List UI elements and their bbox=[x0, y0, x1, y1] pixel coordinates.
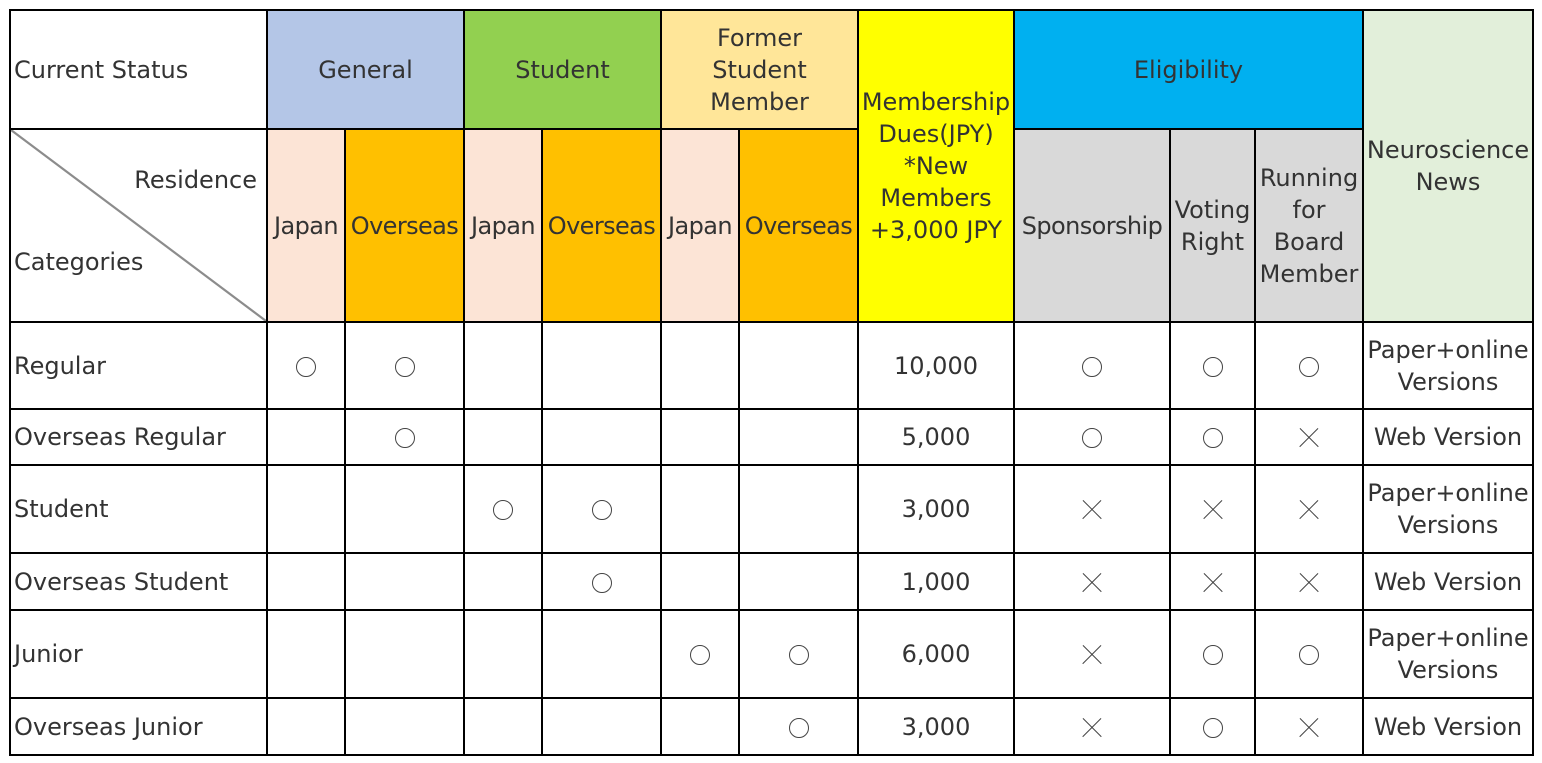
dues-cell: 10,000 bbox=[858, 322, 1014, 409]
cross-icon bbox=[1298, 499, 1320, 521]
residence-cell bbox=[267, 322, 345, 409]
cross-icon bbox=[1202, 499, 1224, 521]
sponsorship-cell bbox=[1014, 465, 1170, 553]
general-japan-header: Japan bbox=[267, 129, 345, 322]
residence-cell bbox=[542, 409, 661, 465]
residence-cell bbox=[661, 698, 739, 755]
circle-icon bbox=[1203, 718, 1223, 738]
residence-cell bbox=[661, 322, 739, 409]
header-row-residence bbox=[10, 129, 1533, 322]
cross-icon bbox=[1081, 644, 1103, 666]
former-student-header: Former Student Member bbox=[661, 10, 858, 129]
circle-icon bbox=[690, 645, 710, 665]
table-row bbox=[10, 322, 1533, 409]
former-japan-header: Japan bbox=[661, 129, 739, 322]
table-row bbox=[10, 465, 1533, 553]
voting-right-cell bbox=[1170, 610, 1255, 698]
running-for-board-cell bbox=[1255, 698, 1363, 755]
running-for-board-cell bbox=[1255, 610, 1363, 698]
category-cell: Overseas Student bbox=[10, 553, 267, 610]
circle-icon bbox=[395, 357, 415, 377]
residence-cell bbox=[267, 409, 345, 465]
residence-categories-header bbox=[10, 129, 267, 322]
sponsorship-cell bbox=[1014, 322, 1170, 409]
student-header: Student bbox=[464, 10, 661, 129]
voting-right-cell bbox=[1170, 465, 1255, 553]
table-row bbox=[10, 610, 1533, 698]
dues-cell: 5,000 bbox=[858, 409, 1014, 465]
residence-cell bbox=[464, 610, 542, 698]
category-cell: Regular bbox=[10, 322, 267, 409]
news-cell: Web Version bbox=[1363, 553, 1533, 610]
voting-right-cell bbox=[1170, 409, 1255, 465]
residence-cell bbox=[267, 698, 345, 755]
residence-cell bbox=[267, 553, 345, 610]
diagonal-divider bbox=[11, 130, 266, 321]
residence-cell bbox=[661, 610, 739, 698]
circle-icon bbox=[1203, 357, 1223, 377]
circle-icon bbox=[1082, 357, 1102, 377]
residence-cell bbox=[464, 553, 542, 610]
residence-cell bbox=[661, 409, 739, 465]
circle-icon bbox=[789, 718, 809, 738]
sponsorship-cell bbox=[1014, 409, 1170, 465]
eligibility-header: Eligibility bbox=[1014, 10, 1363, 129]
residence-cell bbox=[542, 553, 661, 610]
dues-cell: 1,000 bbox=[858, 553, 1014, 610]
cross-icon bbox=[1298, 717, 1320, 739]
running-for-board-header: Running for Board Member bbox=[1255, 129, 1363, 322]
categories-label: Categories bbox=[14, 248, 144, 276]
residence-cell bbox=[345, 553, 464, 610]
residence-cell bbox=[345, 698, 464, 755]
residence-label: Residence bbox=[134, 166, 257, 194]
news-cell: Paper+online Versions bbox=[1363, 610, 1533, 698]
dues-cell: 3,000 bbox=[858, 698, 1014, 755]
news-cell: Paper+online Versions bbox=[1363, 322, 1533, 409]
circle-icon bbox=[1203, 428, 1223, 448]
membership-dues-header: Membership Dues(JPY) *New Members +3,000 JPY bbox=[858, 10, 1014, 322]
residence-cell bbox=[345, 322, 464, 409]
circle-icon bbox=[592, 500, 612, 520]
cross-icon bbox=[1298, 572, 1320, 594]
voting-right-header: Voting Right bbox=[1170, 129, 1255, 322]
residence-cell bbox=[542, 322, 661, 409]
residence-cell bbox=[267, 610, 345, 698]
dues-cell: 6,000 bbox=[858, 610, 1014, 698]
residence-cell bbox=[542, 610, 661, 698]
general-overseas-header: Overseas bbox=[345, 129, 464, 322]
cross-icon bbox=[1298, 427, 1320, 449]
circle-icon bbox=[1299, 645, 1319, 665]
news-cell: Web Version bbox=[1363, 409, 1533, 465]
residence-cell bbox=[661, 465, 739, 553]
category-cell: Student bbox=[10, 465, 267, 553]
student-japan-header: Japan bbox=[464, 129, 542, 322]
category-cell: Overseas Junior bbox=[10, 698, 267, 755]
residence-cell bbox=[267, 465, 345, 553]
table-row bbox=[10, 698, 1533, 755]
circle-icon bbox=[395, 428, 415, 448]
cross-icon bbox=[1202, 572, 1224, 594]
circle-icon bbox=[592, 573, 612, 593]
residence-cell bbox=[739, 322, 858, 409]
table-row bbox=[10, 553, 1533, 610]
residence-cell bbox=[739, 465, 858, 553]
residence-cell bbox=[739, 698, 858, 755]
circle-icon bbox=[296, 357, 316, 377]
voting-right-cell bbox=[1170, 322, 1255, 409]
residence-cell bbox=[739, 610, 858, 698]
voting-right-cell bbox=[1170, 553, 1255, 610]
residence-cell bbox=[542, 465, 661, 553]
circle-icon bbox=[1299, 357, 1319, 377]
running-for-board-cell bbox=[1255, 465, 1363, 553]
header-row-status bbox=[10, 10, 1533, 129]
residence-cell bbox=[464, 322, 542, 409]
residence-cell bbox=[464, 698, 542, 755]
residence-cell bbox=[542, 698, 661, 755]
voting-right-cell bbox=[1170, 698, 1255, 755]
running-for-board-cell bbox=[1255, 553, 1363, 610]
news-cell: Paper+online Versions bbox=[1363, 465, 1533, 553]
circle-icon bbox=[1082, 428, 1102, 448]
residence-cell bbox=[739, 409, 858, 465]
residence-cell bbox=[661, 553, 739, 610]
residence-cell bbox=[345, 409, 464, 465]
residence-cell bbox=[345, 465, 464, 553]
residence-cell bbox=[464, 409, 542, 465]
running-for-board-cell bbox=[1255, 322, 1363, 409]
neuroscience-news-header: Neuroscience News bbox=[1363, 10, 1533, 322]
residence-cell bbox=[739, 553, 858, 610]
dues-cell: 3,000 bbox=[858, 465, 1014, 553]
sponsorship-cell bbox=[1014, 610, 1170, 698]
sponsorship-cell bbox=[1014, 698, 1170, 755]
current-status-header: Current Status bbox=[10, 10, 267, 129]
running-for-board-cell bbox=[1255, 409, 1363, 465]
cross-icon bbox=[1081, 572, 1103, 594]
cross-icon bbox=[1081, 717, 1103, 739]
cross-icon bbox=[1081, 499, 1103, 521]
former-overseas-header: Overseas bbox=[739, 129, 858, 322]
sponsorship-header: Sponsorship bbox=[1014, 129, 1170, 322]
circle-icon bbox=[789, 645, 809, 665]
residence-cell bbox=[345, 610, 464, 698]
sponsorship-cell bbox=[1014, 553, 1170, 610]
news-cell: Web Version bbox=[1363, 698, 1533, 755]
membership-table bbox=[9, 9, 1534, 756]
circle-icon bbox=[493, 500, 513, 520]
student-overseas-header: Overseas bbox=[542, 129, 661, 322]
residence-cell bbox=[464, 465, 542, 553]
category-cell: Overseas Regular bbox=[10, 409, 267, 465]
table-row bbox=[10, 409, 1533, 465]
category-cell: Junior bbox=[10, 610, 267, 698]
general-header: General bbox=[267, 10, 464, 129]
circle-icon bbox=[1203, 645, 1223, 665]
